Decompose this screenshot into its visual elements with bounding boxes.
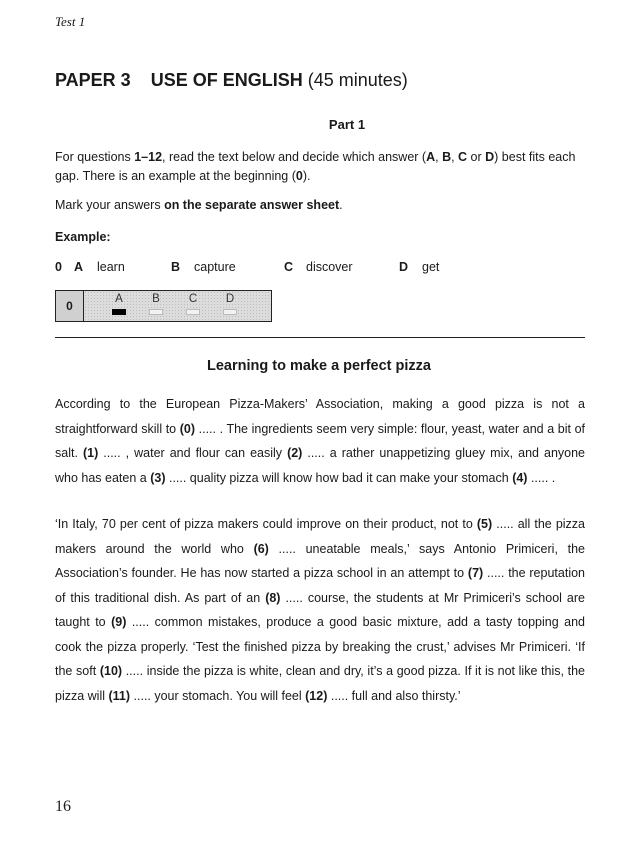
option-word-a: learn [97, 260, 125, 274]
example-label: Example: [55, 230, 111, 244]
answer-box-options [84, 291, 271, 321]
answer-slot-b [149, 309, 163, 315]
answer-slot-c [186, 309, 200, 315]
paper-name: USE OF ENGLISH [150, 70, 303, 90]
example-number: 0 [55, 260, 62, 274]
paper-number: PAPER 3 [55, 70, 131, 90]
divider [55, 337, 585, 338]
option-word-d: get [422, 260, 440, 274]
test-label: Test 1 [55, 14, 86, 29]
answer-box-letter-c: C [188, 293, 198, 305]
option-word-b: capture [194, 260, 236, 274]
page-number: 16 [55, 798, 71, 815]
option-letter-b: B [171, 260, 181, 274]
paper-title [55, 70, 408, 91]
answer-slot-d [223, 309, 237, 315]
story-title: Learning to make a perfect pizza [206, 358, 431, 374]
option-letter-a: A [74, 260, 84, 274]
story-paragraph-1: According to the European Pizza-Makers’ Association, making a good pizza is not a straightforward skill to (0) ..... . The ingredients seem very simple: flour, yeast, water and a bit of salt. (1) ..... , water and flour can easily (2) ..... a rather unappetizing gluey mix, and anyone who has eaten a (3) ..... quality pizza will know how bad it can make your stomach (4) ..... . [55, 397, 585, 485]
example-answer-box [55, 290, 272, 322]
instructions: For questions 1–12, read the text below and decide which answer (A, B, C or D) best fits each gap. There is an example at the beginning (0). [55, 150, 576, 183]
option-word-c: discover [306, 260, 353, 274]
mark-instruction: Mark your answers on the separate answer sheet. [55, 198, 343, 212]
answer-box-letter-d: D [225, 293, 235, 305]
answer-slot-a [112, 309, 126, 315]
option-letter-d: D [399, 260, 409, 274]
option-letter-c: C [284, 260, 294, 274]
paper-duration: (45 minutes) [307, 70, 408, 90]
answer-box-letter-a: A [115, 293, 123, 305]
answer-box-number: 0 [56, 291, 84, 321]
story-paragraph-2: ‘In Italy, 70 per cent of pizza makers could improve on their product, not to (5) ..... all the pizza makers around the world who (6) ..... uneatable meals,’ says Antonio Primiceri, the Association’s founder. He has now started a pizza school in an attempt to (7) ..... the reputation of this traditional dish. As part of an (8) ..... course, the students at Mr Primiceri’s school are taught to (9) ..... common mistakes, produce a good basic mixture, add a tasty topping and cook the pizza properly. ‘Test the finished pizza by breaking the crust,’ advises Mr Primiceri. ‘If the soft (10) ..... inside the pizza is white, clean and dry, it’s a good pizza. If it is not like this, the pizza will (11) ..... your stomach. You will feel (12) ..... full and also thirsty.’ [55, 517, 585, 703]
part-heading: Part 1 [328, 117, 366, 132]
answer-box-letter-b: B [152, 293, 160, 305]
